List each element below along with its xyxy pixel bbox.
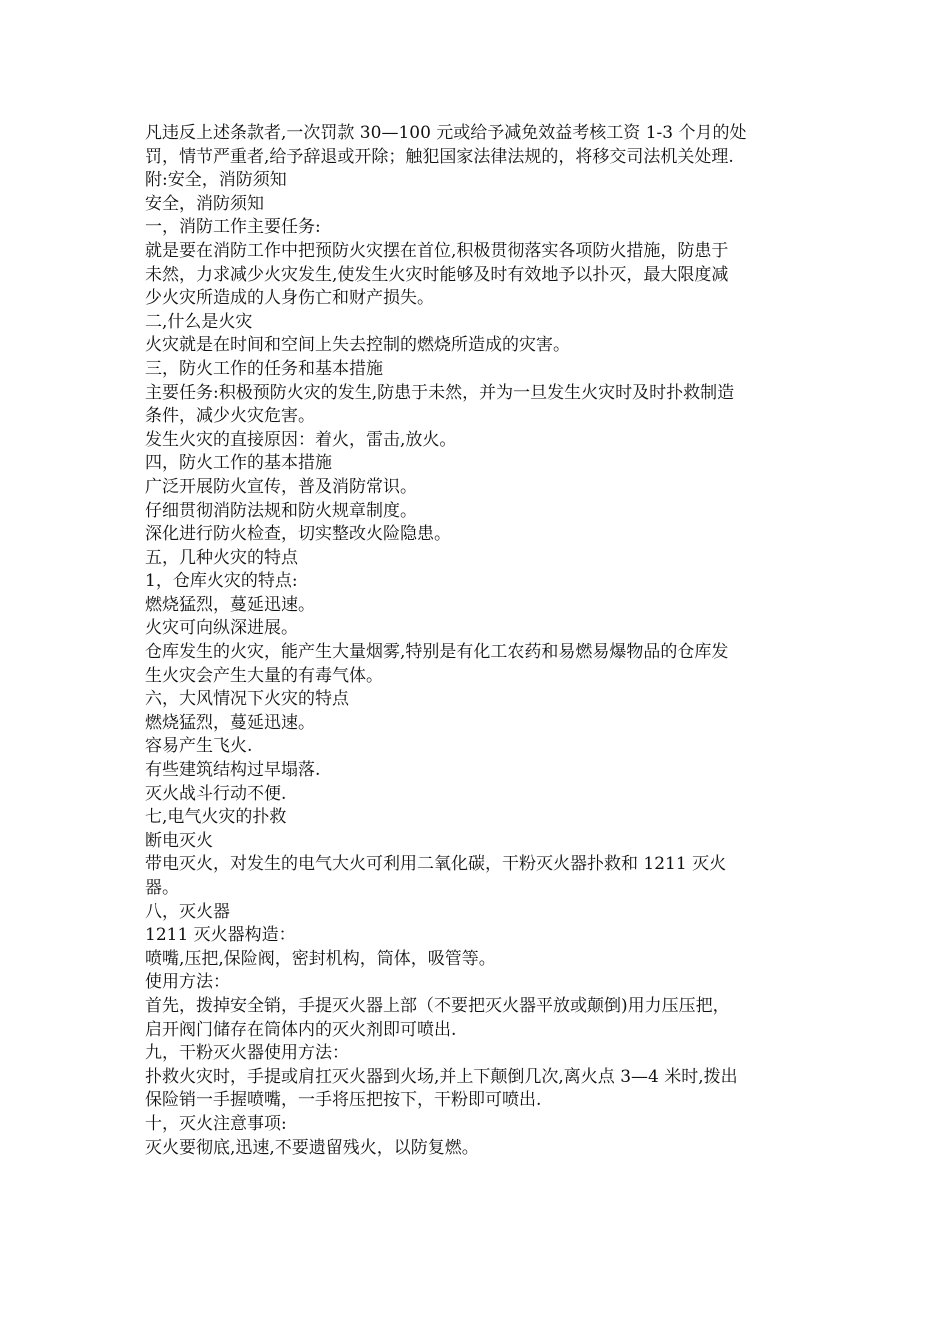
body-line: 燃烧猛烈，蔓延迅速。	[145, 712, 315, 733]
body-line: 首先，拨掉安全销，手提灭火器上部（不要把灭火器平放或颠倒)用力压压把，	[145, 995, 730, 1016]
body-line: 有些建筑结构过早塌落.	[145, 760, 321, 781]
section-heading: 安全，消防须知	[145, 193, 264, 214]
body-line: 仓库发生的火灾，能产生大量烟雾,特别是有化工农药和易燃易爆物品的仓库发	[145, 642, 729, 663]
body-line: 生火灾会产生大量的有毒气体。	[145, 665, 383, 686]
section-heading: 三，防火工作的任务和基本措施	[145, 358, 383, 379]
body-line: 保险销一手握喷嘴，一手将压把按下，干粉即可喷出.	[145, 1090, 542, 1111]
body-line: 容易产生飞火.	[145, 736, 253, 757]
section-heading: 五，几种火灾的特点	[145, 547, 298, 568]
body-line: 扑救火灾时，手提或肩扛灭火器到火场,并上下颠倒几次,离火点 3—4 米时,拨出	[145, 1066, 738, 1087]
section-heading: 四，防火工作的基本措施	[145, 453, 332, 474]
document-page	[145, 122, 820, 1160]
body-line: 使用方法：	[145, 972, 230, 993]
body-line: 发生火灾的直接原因：着火，雷击,放火。	[145, 429, 457, 450]
body-line: 器。	[145, 878, 179, 898]
body-line: 就是要在消防工作中把预防火灾摆在首位,积极贯彻落实各项防火措施，防患于	[145, 240, 729, 261]
section-heading: 二,什么是火灾	[145, 311, 253, 332]
body-line: 灭火要彻底,迅速,不要遗留残火，以防复燃。	[145, 1137, 479, 1158]
body-line: 灭火战斗行动不便.	[145, 783, 287, 804]
section-heading: 附:安全，消防须知	[145, 170, 287, 191]
body-line: 带电灭火，对发生的电气大火可利用二氧化碳，干粉灭火器扑救和 1211 灭火	[145, 854, 727, 875]
body-line: 凡违反上述条款者,一次罚款 30—100 元或给予减免效益考核工资 1-3 个月的处	[145, 123, 747, 143]
body-line: 燃烧猛烈，蔓延迅速。	[145, 594, 315, 615]
body-line: 仔细贯彻消防法规和防火规章制度。	[145, 500, 417, 521]
body-line: 火灾可向纵深进展。	[145, 618, 298, 639]
body-line: 罚，情节严重者,给予辞退或开除；触犯国家法律法规的，将移交司法机关处理.	[145, 146, 734, 167]
section-heading: 七,电气火灾的扑救	[145, 807, 287, 828]
body-line: 广泛开展防火宣传，普及消防常识。	[145, 476, 417, 497]
body-line: 未然，力求减少火灾发生,使发生火灾时能够及时有效地予以扑灭，最大限度减	[145, 264, 729, 285]
body-line: 深化进行防火检查，切实整改火险隐患。	[145, 524, 451, 545]
body-line: 喷嘴,压把,保险阀，密封机构，筒体，吸管等。	[145, 948, 496, 969]
body-line: 条件，减少火灾危害。	[145, 406, 315, 427]
subsection-heading: 1，仓库火灾的特点:	[145, 571, 298, 592]
body-line: 少火灾所造成的人身伤亡和财产损失。	[145, 288, 434, 309]
body-line: 火灾就是在时间和空间上失去控制的燃烧所造成的灾害。	[145, 335, 570, 356]
section-heading: 八，灭火器	[145, 901, 230, 922]
section-heading: 六，大风情况下火灾的特点	[145, 689, 349, 710]
body-line: 断电灭火	[145, 830, 213, 851]
section-heading: 一，消防工作主要任务:	[145, 217, 321, 238]
section-heading: 十，灭火注意事项:	[145, 1113, 287, 1134]
body-line: 启开阀门储存在筒体内的灭火剂即可喷出.	[145, 1019, 457, 1040]
body-line: 主要任务:积极预防火灾的发生,防患于未然，并为一旦发生火灾时及时扑救制造	[145, 382, 735, 403]
body-line: 1211 灭火器构造：	[145, 925, 296, 946]
section-heading: 九，干粉灭火器使用方法：	[145, 1043, 349, 1064]
